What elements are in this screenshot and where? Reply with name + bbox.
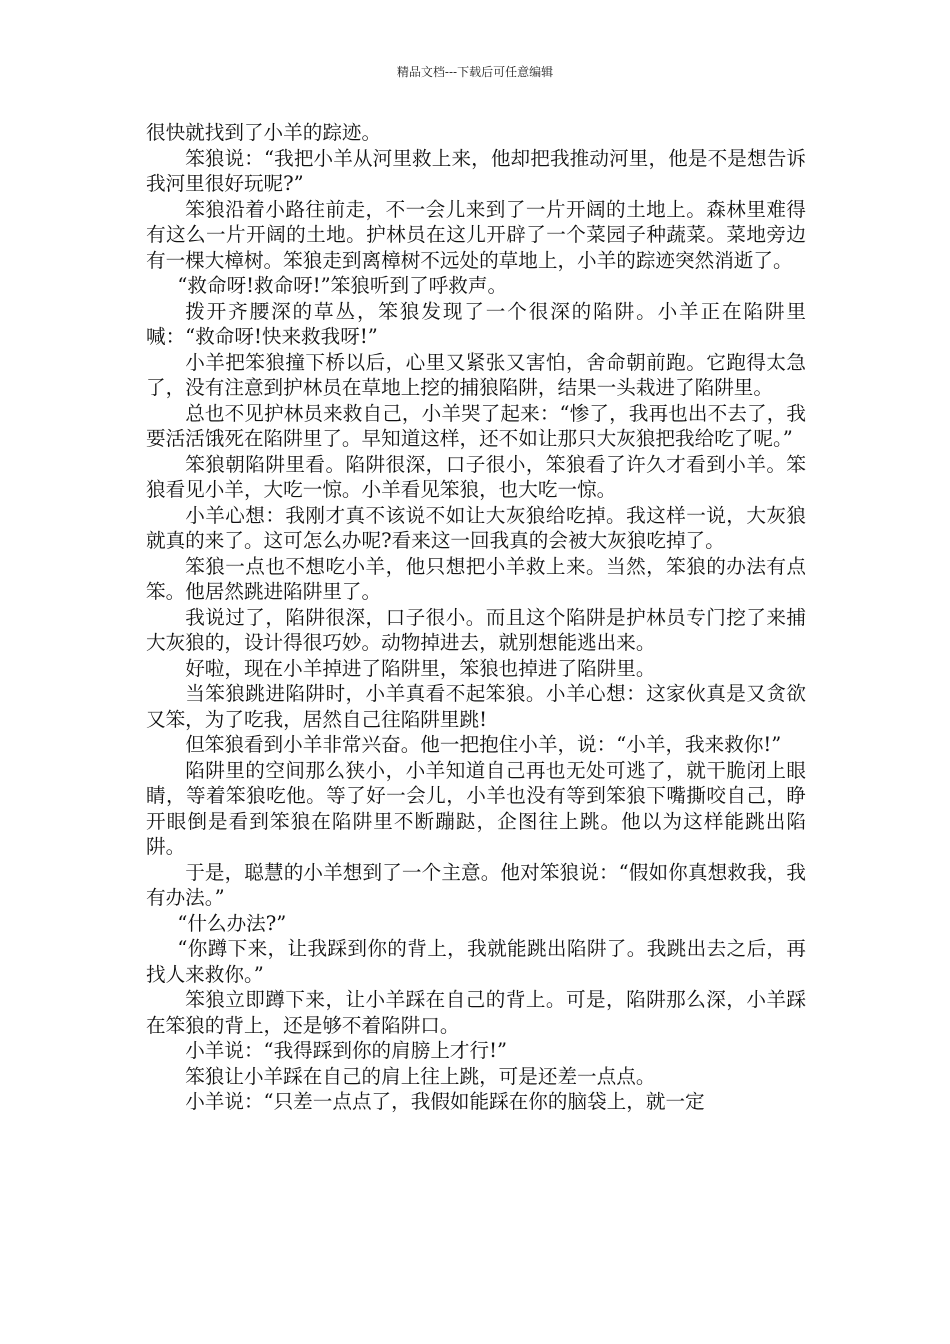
paragraph: 笨狼立即蹲下来，让小羊踩在自己的背上。可是，陷阱那么深，小羊踩在笨狼的背上，还是够不着陷阱口。 — [146, 988, 806, 1037]
paragraph: 小羊心想：我刚才真不该说不如让大灰狼给吃掉。我这样一说，大灰狼就真的来了。这可怎么办呢?看来这一回我真的会被大灰狼吃掉了。 — [146, 503, 806, 552]
paragraph: 拨开齐腰深的草丛，笨狼发现了一个很深的陷阱。小羊正在陷阱里喊：“救命呀!快来救我呀!” — [146, 299, 806, 348]
paragraph: “什么办法?” — [177, 911, 287, 935]
paragraph: “救命呀!救命呀!”笨狼听到了呼救声。 — [177, 274, 508, 297]
paragraph: 好啦，现在小羊掉进了陷阱里，笨狼也掉进了陷阱里。 — [185, 656, 656, 680]
paragraph: “你蹲下来，让我踩到你的背上，我就能跳出陷阱了。我跳出去之后，再找人来救你。” — [146, 937, 806, 986]
paragraph: 小羊说：“只差一点点了，我假如能踩在你的脑袋上，就一定 — [185, 1090, 705, 1113]
paragraph: 笨狼让小羊踩在自己的肩上往上跳，可是还差一点点。 — [185, 1064, 656, 1088]
paragraph: 笨狼说：“我把小羊从河里救上来，他却把我推动河里，他是不是想告诉我河里很好玩呢?” — [146, 146, 806, 195]
paragraph: 当笨狼跳进陷阱时，小羊真看不起笨狼。小羊心想：这家伙真是又贪欲又笨，为了吃我，居然自己往陷阱里跳! — [146, 682, 806, 731]
paragraph: 我说过了，陷阱很深，口子很小。而且这个陷阱是护林员专门挖了来捕大灰狼的，设计得很巧妙。动物掉进去，就别想能逃出来。 — [146, 605, 806, 654]
paragraph: 笨狼沿着小路往前走，不一会儿来到了一片开阔的土地上。森林里难得有这么一片开阔的土地。护林员在这儿开辟了一个菜园子种蔬菜。菜地旁边有一棵大樟树。笨狼走到离樟树不远处的草地上，小羊的踪迹突然消逝了。 — [146, 197, 806, 272]
paragraph: 笨狼朝陷阱里看。陷阱很深，口子很小，笨狼看了许久才看到小羊。笨狼看见小羊，大吃一惊。小羊看见笨狼，也大吃一惊。 — [146, 452, 806, 501]
document-body — [146, 120, 806, 1115]
paragraph: 但笨狼看到小羊非常兴奋。他一把抱住小羊，说：“小羊，我来救你!” — [185, 733, 782, 756]
paragraph: 小羊把笨狼撞下桥以后，心里又紧张又害怕，舍命朝前跑。它跑得太急了，没有注意到护林员在草地上挖的捕狼陷阱，结果一头栽进了陷阱里。 — [146, 350, 806, 399]
paragraph: 笨狼一点也不想吃小羊，他只想把小羊救上来。当然，笨狼的办法有点笨。他居然跳进陷阱里了。 — [146, 554, 806, 603]
paragraph: 陷阱里的空间那么狭小，小羊知道自己再也无处可逃了，就干脆闭上眼睛，等着笨狼吃他。等了好一会儿，小羊也没有等到笨狼下嘴撕咬自己，睁开眼倒是看到笨狼在陷阱里不断蹦跶，企图往上跳。他以为这样能跳出陷阱。 — [146, 758, 806, 858]
paragraph: 很快就找到了小羊的踪迹。 — [146, 121, 382, 144]
paragraph: 总也不见护林员来救自己，小羊哭了起来：“惨了，我再也出不去了，我要活活饿死在陷阱里了。早知道这样，还不如让那只大灰狼把我给吃了呢。” — [146, 401, 806, 450]
page-header: 精品文档---下载后可任意编辑 — [396, 65, 554, 79]
paragraph: 于是，聪慧的小羊想到了一个主意。他对笨狼说：“假如你真想救我，我有办法。” — [146, 860, 806, 909]
paragraph: 小羊说：“我得踩到你的肩膀上才行!” — [185, 1039, 508, 1062]
